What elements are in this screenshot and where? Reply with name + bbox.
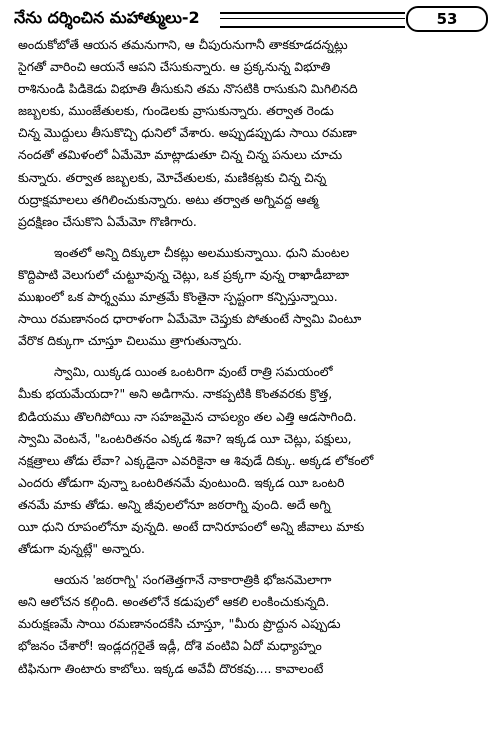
text-line: సాయి రమణానంద ధారాళంగా ఏమేమో చెప్తుకు పోతుంటే స్వామి వింటూ [18,311,362,327]
paragraph-gap [18,560,482,569]
text-line: వేరొక దిక్కుగా చూస్తూ చిలుము త్రాగుతున్నారు. [18,333,242,349]
text-line: భోజనం చేశారో! ఇండ్లదగ్గరైతే ఇడ్లీ, దోశె వంటివి ఏదో మధ్యాహ్నం [18,638,322,654]
text-line: చిన్న మొద్దులు తీసుకొచ్చి ధునిలో వేశారు. అప్పుడప్పుడు సాయి రమణా [18,125,357,141]
text-line: జబ్బలకు, ముంజేతులకు, గుండెలకు వ్రాసుకున్నారు. తర్వాత రెండు [18,103,334,119]
text-line: రుద్రాక్షమాలలు తగిలించుకున్నారు. అటు తర్వాత అగ్నివద్ద ఆత్మ [18,191,319,207]
text-line: బిడియము తొలగిపోయి నా సహజమైన చాపల్యం తల ఎత్తి ఆడసాగింది. [18,408,357,424]
text-line: టిఫినుగా తింటారు కాబోలు. ఇక్కడ అవేవీ దొరకవు.... కావాలంటే [18,660,324,676]
text-line: ప్రదక్షిణం చేసుకొని ఏమేమో గొణిగారు. [18,213,197,229]
text-line: సైగతో వారించి ఆయనే ఆపని చేసుకున్నారు. ఆ ప్రక్కనున్న విభూతి [18,59,331,75]
text-line: నందతో తమిళంలో ఏమేమో మాట్లాడుతూ చిన్న చిన్న పనులు చూచు [18,147,343,163]
body-text [18,34,482,680]
text-line: కున్నారు. తర్వాత జబ్బలకు, మోచేతులకు, మణికట్లకు చిన్న చిన్న [18,169,327,185]
text-line: కొద్దిపాటి వెలుగులో చుట్టూవున్న చెట్లు, ఒక ప్రక్కగా వున్న రాఖాడీబాబా [18,266,350,282]
page-number: 53 [406,6,488,32]
text-line: స్వామి, యిక్కడ యింత ఒంటరిగా వుంటే రాత్రి సమయంలో [54,364,333,380]
header-rule [220,12,405,28]
text-line: నక్షత్రాలు తోడు లేవా? ఎక్కడైనా ఎవరికైనా ఆ శివుడే దిక్కు. అక్కడ లోకంలో [18,452,374,468]
text-line: అని ఆలోచన కల్గింది. అంతలోనే కడుపులో ఆకలి లంకించుకున్నది. [18,594,330,610]
text-line: రాశినుండి పిడికెడు విభూతి తీసుకుని తమ నొసటికి రాసుకుని మిగిలినది [18,81,358,97]
text-line: ఇంతలో అన్ని దిక్కులా చీకట్లు అలముకున్నాయి. ధుని మంటల [54,244,350,260]
text-line: తోడుగా వున్నట్లే" అన్నారు. [18,541,145,557]
book-title: నేను దర్శించిన మహాత్ములు-2 [14,8,200,27]
text-line: యీ ధుని రూపంలోనూ వున్నది. అంటే దానిరూపంలో అన్ని జీవాలు మాకు [18,518,365,534]
text-line: స్వామి వెంటనే, "ఒంటరితనం ఎక్కడ శివా? ఇక్కడ యీ చెట్లు, పక్షులు, [18,430,352,446]
paragraph [18,242,482,352]
text-line: మీకు భయమేయదా?" అని అడిగాను. నాకప్పటికి కొంతవరకు క్రొత్త, [18,386,333,402]
page-header [10,6,490,32]
paragraph-gap [18,352,482,361]
text-line: ముఖంలో ఒక పార్శ్వము మాత్రమే కొంతైనా స్పష్టంగా కన్పిస్తున్నాయి. [18,289,338,305]
text-line: ఆయన 'జఠరాగ్ని' సంగతెత్తగానే నాకారాత్రికి భోజనమెలాగా [54,572,332,588]
paragraph [18,361,482,560]
paragraph-gap [18,233,482,242]
text-line: మరుక్షణమే సాయి రమణానందకేసి చూస్తూ, "మీరు ప్రొద్దున ఎప్పుడు [18,616,341,632]
text-line: తనమే మాకు తోడు. అన్ని జీవులలోనూ జఠరాగ్ని వుంది. అదే అగ్ని [18,496,331,512]
paragraph [18,569,482,679]
text-line: ఎందరు తోడుగా వున్నా ఒంటరితనమే వుంటుంది. ఇక్కడ యీ ఒంటరి [18,474,345,490]
paragraph [18,34,482,233]
text-line: అందుకోబోతే ఆయన తమనుగాని, ఆ చీపురునుగానీ తాకకూడదన్నట్లు [18,37,348,52]
